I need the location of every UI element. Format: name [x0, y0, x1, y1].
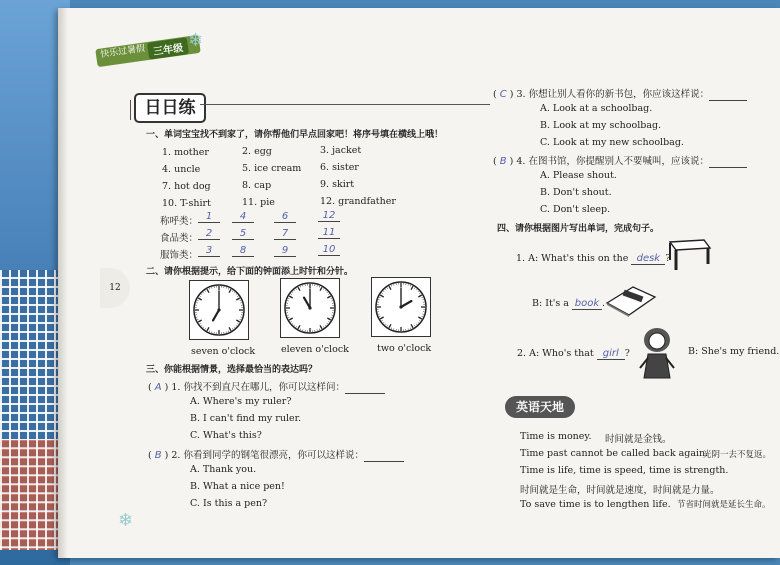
- option: B. What a nice pen!: [190, 481, 285, 492]
- category-answer: 10: [318, 244, 340, 256]
- word-item: 8. cap: [242, 180, 272, 191]
- snowflake-icon: ❄: [118, 510, 134, 531]
- answer-blank: [709, 89, 747, 101]
- option: C. Is this a pen?: [190, 498, 268, 509]
- proverb-en: Time past cannot be called back again.: [520, 448, 709, 459]
- clock-svg: [281, 279, 339, 337]
- question-3: ( C ) 3. 你想让别人看你的新书包，你应该这样说：: [493, 86, 747, 101]
- desk-icon: [664, 234, 712, 274]
- category-answer: 8: [232, 245, 254, 257]
- question-1: ( A ) 1. 你找不到直尺在哪儿，你可以这样问：: [148, 379, 385, 394]
- title-frame-line: [200, 104, 490, 105]
- option: C. What's this?: [190, 430, 262, 441]
- section4-instruction: 四、请你根据图片写出单词，完成句子。: [497, 224, 660, 234]
- word-item: 3. jacket: [320, 145, 362, 156]
- s4-q2b: B: She's my friend.: [688, 346, 780, 357]
- word-item: 11. pie: [242, 197, 275, 208]
- category-answer: 9: [274, 245, 296, 257]
- option: A. Thank you.: [190, 464, 257, 475]
- clock-face: [280, 278, 340, 338]
- category-answer: 11: [318, 227, 340, 239]
- word-item: 1. mother: [162, 147, 209, 158]
- category-label: 称呼类：: [160, 216, 199, 227]
- s4-q2a: [517, 348, 630, 360]
- question-number: 1.: [171, 382, 181, 393]
- option: B. Don't shout.: [540, 187, 612, 198]
- snowflake-icon: ❄: [188, 30, 204, 51]
- word-item: 2. egg: [242, 146, 272, 157]
- question-number: 2.: [171, 450, 181, 461]
- answer-mark: B: [154, 450, 162, 461]
- category-answer: 6: [274, 211, 296, 223]
- handwritten-answer: girl: [597, 348, 625, 360]
- english-world-title: 英语天地: [505, 396, 575, 418]
- word-item: 5. ice cream: [242, 163, 302, 174]
- option: A. Please shout.: [540, 170, 617, 181]
- answer-mark: B: [499, 156, 507, 167]
- page-gutter-shadow: [58, 8, 68, 558]
- word-item: 9. skirt: [320, 179, 355, 190]
- clock-label: eleven o'clock: [281, 344, 349, 355]
- proverb-cn: 时间就是生命，时间就是速度，时间就是力量。: [520, 485, 720, 496]
- sentence-text: 2. A: Who's that: [517, 348, 594, 359]
- option: A. Where's my ruler?: [190, 396, 292, 407]
- section3-instruction: 三、你能根据情景，选择最恰当的表达吗？: [146, 365, 318, 375]
- clock-face: [371, 277, 431, 337]
- proverb-cn: 光阴一去不复返。: [703, 450, 772, 460]
- proverb-en: Time is money.: [520, 431, 592, 442]
- section2-instruction: 二、请你根据提示，给下面的钟面添上时针和分针。: [146, 267, 354, 277]
- answer-blank: [345, 382, 385, 394]
- sentence-text: .: [601, 298, 606, 309]
- clock-label: seven o'clock: [191, 346, 256, 357]
- clock-center: [399, 305, 402, 308]
- category-answer: 2: [198, 228, 220, 240]
- answer-mark: A: [154, 382, 162, 393]
- question-number: 3.: [516, 89, 526, 100]
- sentence-text: ?: [665, 253, 671, 264]
- sentence-text: ?: [624, 348, 630, 359]
- question-stem: 你找不到直尺在哪儿，你可以这样问：: [183, 382, 345, 393]
- clock-svg: [372, 278, 430, 336]
- word-item: 6. sister: [320, 162, 359, 173]
- proverb-en: Time is life, time is speed, time is strength.: [520, 465, 729, 476]
- category-answer: 5: [232, 228, 254, 240]
- clock-label: two o'clock: [377, 343, 432, 354]
- section1-instruction: 一、单词宝宝找不到家了，请你帮他们早点回家吧！将序号填在横线上哦！: [146, 130, 444, 140]
- page-title: 日日练: [134, 93, 206, 123]
- category-answer: 1: [198, 211, 220, 223]
- option: A. Look at a schoolbag.: [540, 103, 653, 114]
- option: C. Look at my new schoolbag.: [540, 137, 684, 148]
- word-item: 10. T-shirt: [162, 198, 211, 209]
- answer-blank: [364, 450, 404, 462]
- sentence-text: 1. A: What's this on the: [516, 253, 629, 264]
- proverb-en: To save time is to lengthen life.: [520, 499, 671, 510]
- handwritten-answer: book: [572, 298, 602, 310]
- clock-svg: [190, 281, 248, 339]
- word-item: 4. uncle: [162, 164, 201, 175]
- s4-q1a: [516, 253, 670, 265]
- word-item: 7. hot dog: [162, 181, 211, 192]
- handwritten-answer: desk: [631, 253, 665, 265]
- title-frame-line: [130, 100, 131, 120]
- question-stem: 你看到同学的钢笔很漂亮，你可以这样说：: [183, 450, 364, 461]
- header-grade: 三年级: [147, 37, 189, 59]
- category-answer: 3: [198, 245, 220, 257]
- category-label: 服饰类：: [160, 250, 199, 261]
- sentence-text: B: It's a: [532, 298, 569, 309]
- page-number: 12: [100, 268, 130, 308]
- option: B. Look at my schoolbag.: [540, 120, 662, 131]
- question-stem: 在图书馆，你提醒别人不要喊叫，应该说：: [528, 156, 709, 167]
- category-answer: 4: [232, 211, 254, 223]
- answer-blank: [709, 156, 747, 168]
- book-icon: [603, 283, 657, 317]
- clock-center: [217, 308, 220, 311]
- question-2: ( B ) 2. 你看到同学的钢笔很漂亮，你可以这样说：: [148, 447, 404, 462]
- option: B. I can't find my ruler.: [190, 413, 302, 424]
- answer-mark: C: [499, 89, 507, 100]
- word-item: 12. grandfather: [320, 196, 396, 207]
- clock-center: [308, 306, 311, 309]
- question-stem: 你想让别人看你的新书包，你应该这样说：: [528, 89, 710, 100]
- header-subtitle: 快乐过暑假: [99, 43, 146, 61]
- category-answer: 12: [318, 210, 340, 222]
- category-label: 食品类：: [160, 233, 199, 244]
- proverb-cn: 节省时间就是延长生命。: [677, 500, 771, 510]
- question-4: ( B ) 4. 在图书馆，你提醒别人不要喊叫，应该说：: [493, 153, 747, 168]
- proverb-cn: 时间就是金钱。: [605, 434, 672, 445]
- category-answer: 7: [274, 228, 296, 240]
- option: C. Don't sleep.: [540, 204, 611, 215]
- girl-icon: [636, 324, 678, 380]
- s4-q1b: [532, 298, 605, 310]
- question-number: 4.: [516, 156, 526, 167]
- clock-face: [189, 280, 249, 340]
